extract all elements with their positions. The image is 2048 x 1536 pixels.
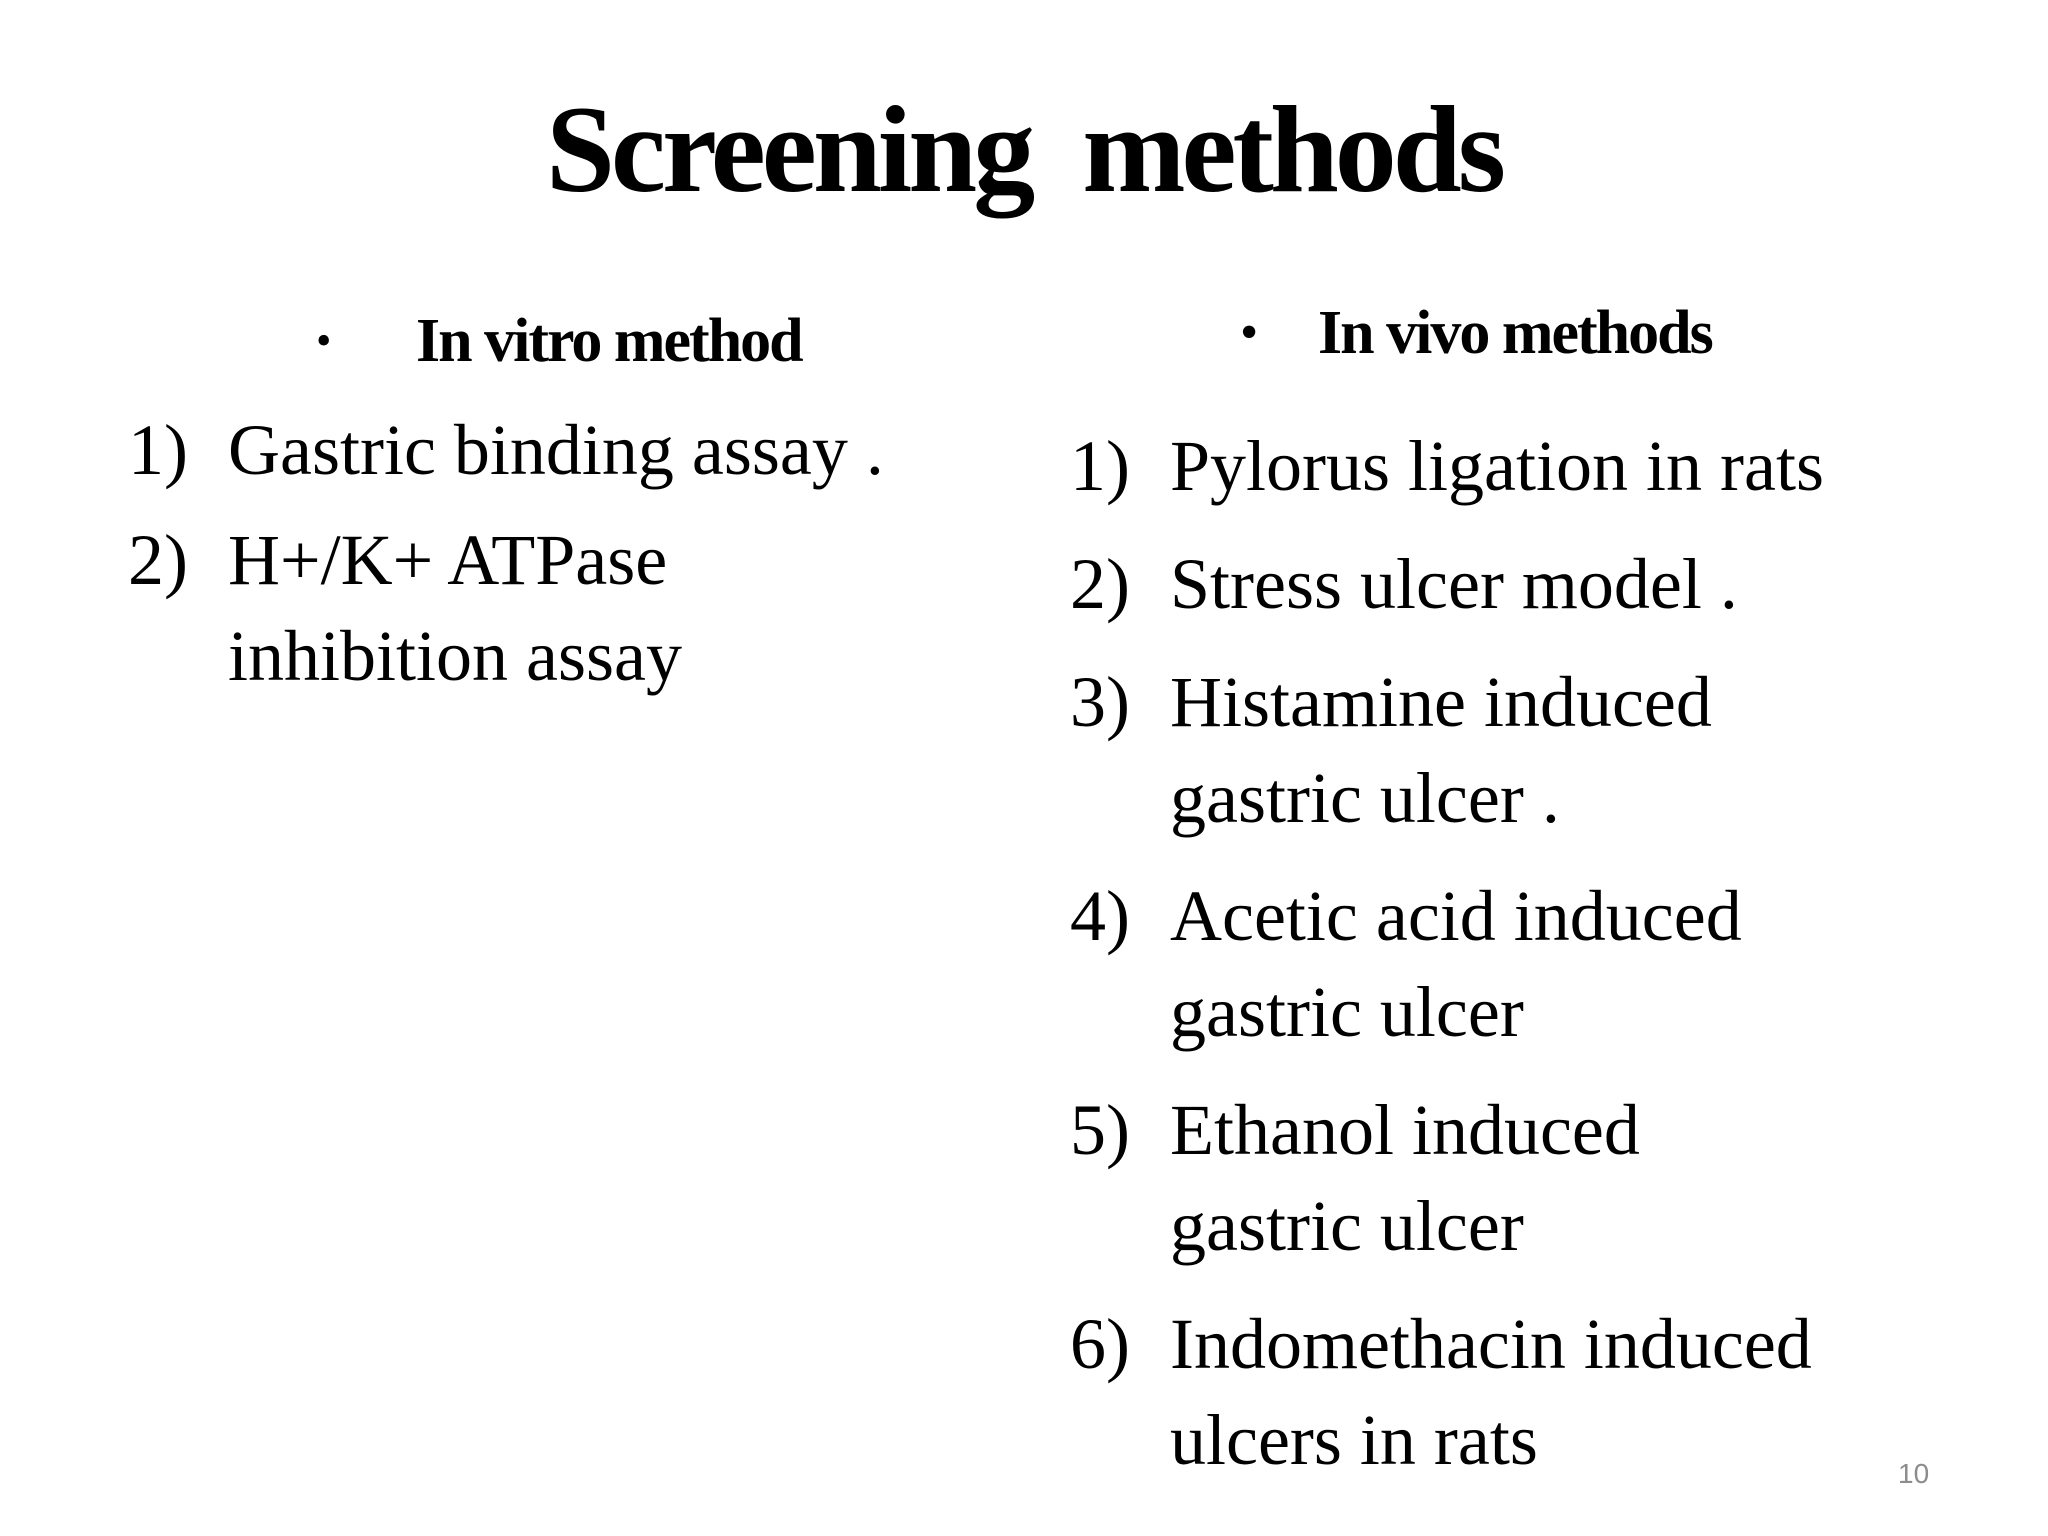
list-item-text: Stress ulcer model .: [1170, 544, 1738, 624]
list-item-text: H+/K+ ATPase: [228, 520, 668, 600]
list-item-number: 1): [128, 410, 188, 490]
list-item-number: 1): [1070, 426, 1130, 506]
list-item-text: Histamine induced: [1170, 662, 1712, 742]
list-item-text: Acetic acid induced: [1170, 876, 1742, 956]
list-item-number: 4): [1070, 876, 1130, 956]
bullet-icon: •: [316, 316, 330, 365]
list-item-text: gastric ulcer .: [1170, 758, 1560, 838]
in-vivo-list: [1070, 418, 1970, 1510]
in-vivo-heading-label: In vivo methods: [1318, 299, 1712, 367]
list-item-number: 5): [1070, 1090, 1130, 1170]
bullet-icon: •: [1240, 304, 1257, 361]
in-vitro-list: [128, 402, 988, 718]
list-item: [1070, 868, 1970, 1060]
in-vitro-heading-label: In vitro method: [416, 307, 802, 375]
list-item-number: 2): [128, 520, 188, 600]
list-item: [1070, 536, 1970, 632]
list-item: [1070, 1082, 1970, 1274]
list-item-text: Indomethacin induced: [1170, 1304, 1812, 1384]
list-item-text: Gastric binding assay .: [228, 410, 884, 490]
list-item-number: 2): [1070, 544, 1130, 624]
list-item-text: gastric ulcer: [1170, 1186, 1524, 1266]
list-item-text: Ethanol induced: [1170, 1090, 1640, 1170]
list-item-text: inhibition assay: [228, 616, 682, 696]
list-item: [128, 402, 988, 498]
list-item-text: ulcers in rats: [1170, 1400, 1538, 1480]
list-item: [1070, 1296, 1970, 1488]
slide-title: Screening methods: [545, 81, 1503, 218]
list-item-text: Pylorus ligation in rats: [1170, 426, 1824, 506]
list-item: [128, 512, 988, 704]
list-item-number: 6): [1070, 1304, 1130, 1384]
list-item: [1070, 654, 1970, 846]
list-item-text: gastric ulcer: [1170, 972, 1524, 1052]
list-item: [1070, 418, 1970, 514]
page-number: 10: [1898, 1458, 1930, 1489]
list-item-number: 3): [1070, 662, 1130, 742]
